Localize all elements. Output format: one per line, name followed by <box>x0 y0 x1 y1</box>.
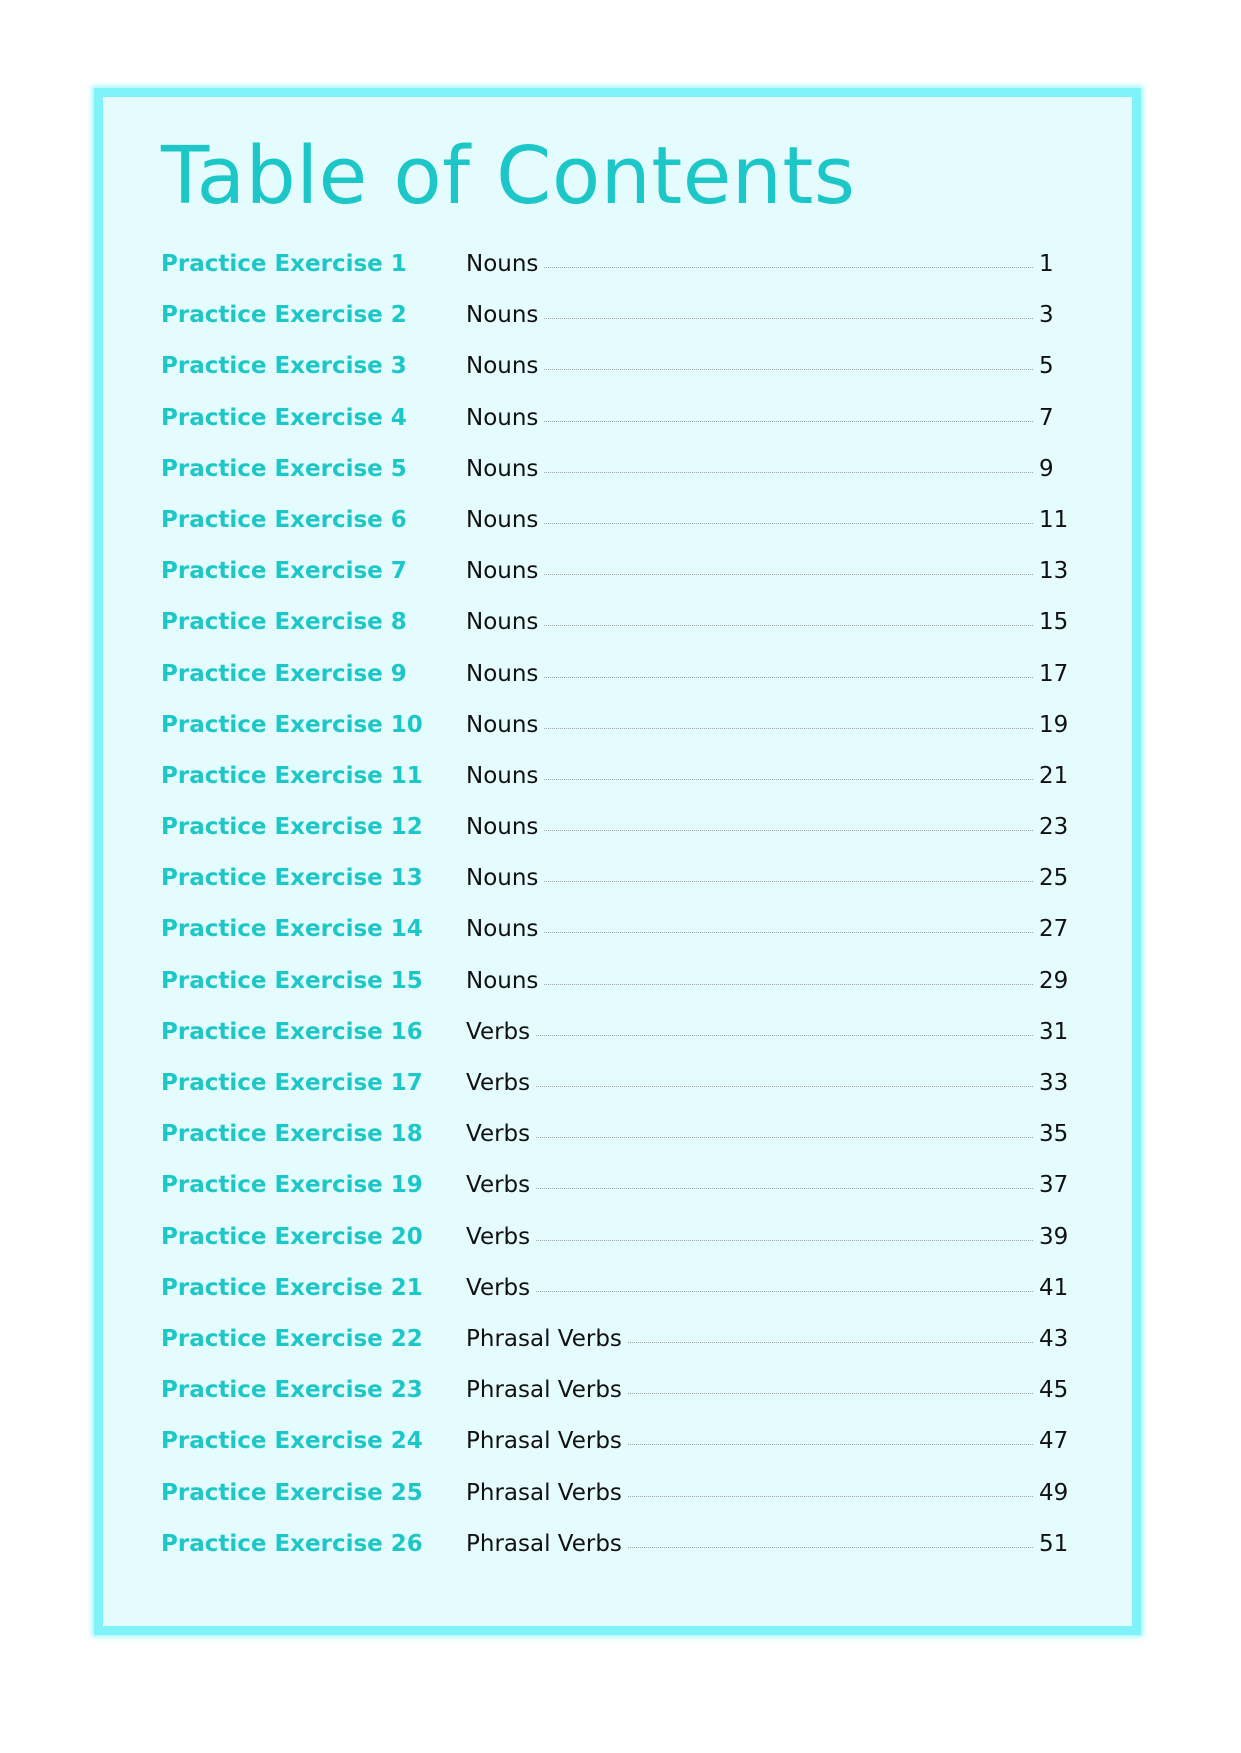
toc-entry-topic: Phrasal Verbs <box>466 1377 622 1404</box>
toc-entry-topic: Nouns <box>466 814 539 841</box>
toc-entry-page-number: 13 <box>1039 558 1069 585</box>
toc-entry[interactable] <box>161 1274 1073 1325</box>
toc-entry-topic: Phrasal Verbs <box>466 1428 622 1455</box>
toc-entry-page-number: 11 <box>1039 506 1069 533</box>
dot-leader <box>544 523 1033 524</box>
toc-entry-exercise: Practice Exercise 8 <box>161 609 407 636</box>
dot-leader <box>536 1035 1033 1036</box>
toc-entry[interactable] <box>161 250 1073 301</box>
toc-entry[interactable] <box>161 1530 1073 1581</box>
toc-entry-page-number: 33 <box>1039 1070 1069 1096</box>
toc-entry[interactable] <box>161 1171 1073 1222</box>
toc-entry[interactable] <box>161 1376 1073 1427</box>
toc-entry-topic: Nouns <box>466 762 539 789</box>
dot-leader <box>544 984 1033 985</box>
toc-entry-page-number: 7 <box>1039 404 1054 431</box>
dot-leader <box>628 1547 1033 1548</box>
toc-entry-exercise: Practice Exercise 16 <box>161 1018 423 1045</box>
toc-entry[interactable] <box>161 455 1073 506</box>
dot-leader <box>544 677 1033 678</box>
toc-entry-exercise: Practice Exercise 14 <box>161 916 423 943</box>
toc-entry-topic: Verbs <box>466 1070 531 1096</box>
toc-entry[interactable] <box>161 557 1073 608</box>
toc-entry-exercise: Practice Exercise 17 <box>161 1070 423 1096</box>
toc-entry-page-number: 23 <box>1039 814 1069 841</box>
toc-entry[interactable] <box>161 1479 1073 1530</box>
toc-entry-topic: Verbs <box>466 1172 531 1199</box>
toc-entry-topic: Nouns <box>466 660 539 687</box>
dot-leader <box>544 369 1033 370</box>
toc-entry-topic: Nouns <box>466 251 539 277</box>
toc-entry[interactable] <box>161 1018 1073 1069</box>
dot-leader <box>544 779 1033 780</box>
toc-entry-page-number: 9 <box>1039 455 1054 482</box>
toc-entry-topic: Phrasal Verbs <box>466 1530 622 1557</box>
toc-entry-topic: Nouns <box>466 865 539 892</box>
toc-entry[interactable] <box>161 864 1073 915</box>
dot-leader <box>628 1496 1033 1497</box>
toc-entry-page-number: 31 <box>1039 1018 1069 1045</box>
toc-entry-exercise: Practice Exercise 24 <box>161 1428 423 1455</box>
dot-leader <box>628 1444 1033 1445</box>
toc-entry-page-number: 5 <box>1039 353 1054 380</box>
toc-entry[interactable] <box>161 1325 1073 1376</box>
toc-entry-topic: Nouns <box>466 404 539 431</box>
toc-entry-exercise: Practice Exercise 10 <box>161 711 423 738</box>
toc-entry-exercise: Practice Exercise 6 <box>161 506 407 533</box>
dot-leader <box>544 881 1033 882</box>
toc-entry-page-number: 41 <box>1039 1274 1069 1301</box>
toc-entry[interactable] <box>161 711 1073 762</box>
toc-entry-page-number: 43 <box>1039 1325 1069 1352</box>
toc-entry-page-number: 45 <box>1039 1377 1069 1404</box>
dot-leader <box>544 472 1033 473</box>
toc-list <box>161 250 1073 1581</box>
toc-entry-topic: Nouns <box>466 711 539 738</box>
toc-entry-page-number: 29 <box>1039 967 1069 994</box>
toc-entry-exercise: Practice Exercise 9 <box>161 660 407 687</box>
toc-entry-exercise: Practice Exercise 22 <box>161 1325 423 1352</box>
toc-entry[interactable] <box>161 506 1073 557</box>
toc-entry-exercise: Practice Exercise 7 <box>161 558 407 585</box>
toc-panel <box>94 88 1141 1635</box>
toc-entry-exercise: Practice Exercise 25 <box>161 1479 423 1506</box>
toc-entry-exercise: Practice Exercise 18 <box>161 1121 423 1148</box>
toc-entry-exercise: Practice Exercise 19 <box>161 1172 423 1199</box>
toc-entry-page-number: 25 <box>1039 865 1069 892</box>
toc-entry-topic: Verbs <box>466 1018 531 1045</box>
toc-entry-exercise: Practice Exercise 1 <box>161 251 407 277</box>
toc-entry-topic: Verbs <box>466 1121 531 1148</box>
toc-entry-page-number: 1 <box>1039 251 1054 277</box>
toc-entry[interactable] <box>161 608 1073 659</box>
dot-leader <box>536 1240 1033 1241</box>
toc-entry-exercise: Practice Exercise 5 <box>161 455 407 482</box>
toc-entry-exercise: Practice Exercise 13 <box>161 865 423 892</box>
toc-entry[interactable] <box>161 1069 1073 1120</box>
toc-entry-exercise: Practice Exercise 15 <box>161 967 423 994</box>
dot-leader <box>544 728 1033 729</box>
dot-leader <box>544 625 1033 626</box>
toc-entry-page-number: 3 <box>1039 302 1054 329</box>
toc-entry-topic: Nouns <box>466 609 539 636</box>
dot-leader <box>628 1342 1033 1343</box>
toc-entry[interactable] <box>161 352 1073 403</box>
toc-entry[interactable] <box>161 762 1073 813</box>
toc-entry-page-number: 47 <box>1039 1428 1069 1455</box>
toc-entry[interactable] <box>161 301 1073 352</box>
toc-entry-page-number: 15 <box>1039 609 1069 636</box>
toc-entry-page-number: 37 <box>1039 1172 1069 1199</box>
dot-leader <box>536 1137 1033 1138</box>
dot-leader <box>544 318 1033 319</box>
toc-entry-topic: Nouns <box>466 967 539 994</box>
toc-entry-page-number: 39 <box>1039 1223 1069 1250</box>
toc-entry-page-number: 49 <box>1039 1479 1069 1506</box>
toc-entry[interactable] <box>161 404 1073 455</box>
toc-entry-exercise: Practice Exercise 12 <box>161 814 423 841</box>
toc-entry-page-number: 51 <box>1039 1530 1069 1557</box>
toc-entry[interactable] <box>161 1120 1073 1171</box>
toc-entry-exercise: Practice Exercise 2 <box>161 302 407 329</box>
toc-entry[interactable] <box>161 967 1073 1018</box>
page-title: Table of Contents <box>161 130 856 222</box>
toc-entry-page-number: 27 <box>1039 916 1069 943</box>
toc-entry-topic: Nouns <box>466 302 539 329</box>
toc-entry-topic: Nouns <box>466 558 539 585</box>
toc-entry-page-number: 21 <box>1039 762 1069 789</box>
dot-leader <box>536 1188 1033 1189</box>
toc-entry[interactable] <box>161 813 1073 864</box>
dot-leader <box>544 932 1033 933</box>
dot-leader <box>536 1086 1033 1087</box>
toc-entry-topic: Nouns <box>466 506 539 533</box>
toc-entry-exercise: Practice Exercise 3 <box>161 353 407 380</box>
toc-entry-topic: Phrasal Verbs <box>466 1479 622 1506</box>
dot-leader <box>544 421 1033 422</box>
toc-entry-topic: Verbs <box>466 1223 531 1250</box>
toc-entry-topic: Nouns <box>466 455 539 482</box>
toc-entry-page-number: 19 <box>1039 711 1069 738</box>
toc-entry-exercise: Practice Exercise 26 <box>161 1530 423 1557</box>
toc-entry-exercise: Practice Exercise 23 <box>161 1377 423 1404</box>
dot-leader <box>544 574 1033 575</box>
toc-entry-topic: Phrasal Verbs <box>466 1325 622 1352</box>
toc-entry[interactable] <box>161 660 1073 711</box>
dot-leader <box>544 830 1033 831</box>
toc-entry[interactable] <box>161 1223 1073 1274</box>
dot-leader <box>544 267 1033 268</box>
toc-entry-exercise: Practice Exercise 20 <box>161 1223 423 1250</box>
toc-entry-exercise: Practice Exercise 11 <box>161 762 423 789</box>
toc-entry-topic: Nouns <box>466 353 539 380</box>
dot-leader <box>536 1291 1033 1292</box>
toc-entry-topic: Verbs <box>466 1274 531 1301</box>
dot-leader <box>628 1393 1033 1394</box>
toc-entry[interactable] <box>161 1427 1073 1478</box>
toc-entry-exercise: Practice Exercise 21 <box>161 1274 423 1301</box>
toc-entry-exercise: Practice Exercise 4 <box>161 404 407 431</box>
toc-entry[interactable] <box>161 915 1073 966</box>
toc-entry-page-number: 35 <box>1039 1121 1069 1148</box>
toc-entry-topic: Nouns <box>466 916 539 943</box>
toc-entry-page-number: 17 <box>1039 660 1069 687</box>
